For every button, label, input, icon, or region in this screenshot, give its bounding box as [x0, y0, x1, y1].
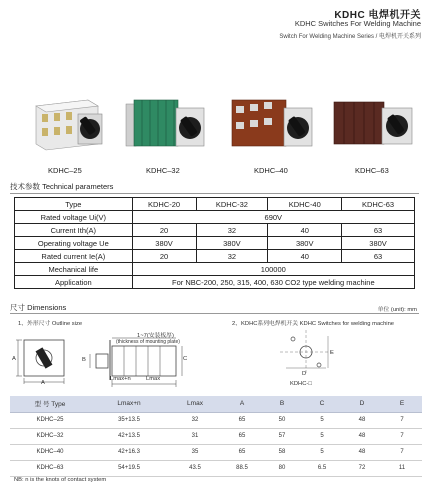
table-header-cell: Type [15, 198, 133, 211]
table-cell: 48 [342, 412, 382, 428]
table-header-cell: Lmax [168, 396, 222, 412]
row-label: Rated current Ie(A) [15, 250, 133, 263]
table-cell: 11 [382, 460, 422, 476]
table-cell: 48 [342, 444, 382, 460]
section-heading-tech: 技术参数 Technical parameters [10, 182, 114, 191]
page-series-title: Switch For Welding Machine Series / 电焊机开关系列 [279, 34, 421, 40]
figure-model-caption: KDHC-□ [290, 381, 312, 387]
table-header-cell: KDHC-32 [196, 198, 268, 211]
table-cell: 65 [222, 428, 262, 444]
table-cell: 7 [382, 428, 422, 444]
table-cell: 31 [168, 428, 222, 444]
table-cell: 20 [132, 250, 196, 263]
product-label: KDHC–40 [254, 166, 288, 175]
table-header-cell: Lmax+n [90, 396, 168, 412]
table-cell: KDHC–63 [10, 460, 90, 476]
table-header-cell: KDHC-63 [342, 198, 415, 211]
mounting-plate-label: 1~7(安装板厚) [137, 333, 174, 339]
figure-caption-kdhc: 2、KDHC系列电焊机开关 KDHC Switches for welding machine [232, 321, 395, 327]
product-image-kdhc-40 [228, 92, 314, 158]
table-cell: 40 [268, 250, 342, 263]
tech-parameters-table [14, 197, 415, 289]
table-row [15, 276, 415, 289]
table-row [10, 428, 422, 444]
table-row [10, 460, 422, 476]
table-row [15, 211, 415, 224]
table-cell: 380V [132, 237, 196, 250]
dimension-label-lmax: Lmax [146, 376, 161, 382]
table-cell: 80 [262, 460, 302, 476]
table-cell: 32 [168, 412, 222, 428]
table-cell: 7 [382, 444, 422, 460]
product-image-kdhc-25 [28, 92, 110, 158]
row-label: Mechanical life [15, 263, 133, 276]
table-cell: 65 [222, 412, 262, 428]
table-header-cell: KDHC-40 [268, 198, 342, 211]
table-cell: 54+19.5 [90, 460, 168, 476]
table-header-row [15, 198, 415, 211]
table-cell: 57 [262, 428, 302, 444]
product-image-kdhc-32 [120, 92, 206, 158]
table-header-cell: 型 号 Type [10, 396, 90, 412]
table-cell: 5 [302, 444, 342, 460]
row-label: Current Ith(A) [15, 224, 133, 237]
table-cell: 32 [196, 224, 268, 237]
product-label: KDHC–25 [48, 166, 82, 175]
table-row [10, 412, 422, 428]
footnote: NB: n is the knots of contact system [14, 477, 107, 483]
page-subtitle: KDHC Switches For Welding Machine [294, 19, 421, 28]
figure-caption-outline: 1、外形尺寸 Outline size [18, 321, 83, 327]
table-cell: KDHC–40 [10, 444, 90, 460]
dimension-label-b: B [82, 357, 86, 363]
dimension-label-d: D [302, 371, 307, 377]
table-cell: 40 [268, 224, 342, 237]
table-header-row [10, 396, 422, 412]
table-cell: 48 [342, 428, 382, 444]
page-title: KDHC 电焊机开关 [334, 10, 421, 21]
table-cell: 63 [342, 250, 415, 263]
table-row [15, 250, 415, 263]
table-cell: KDHC–25 [10, 412, 90, 428]
unit-label: 单位 (unit): mm [377, 307, 417, 313]
table-cell: 72 [342, 460, 382, 476]
table-cell: 50 [262, 412, 302, 428]
mounting-plate-label-en: (thickness of mounting plate) [116, 339, 180, 345]
table-cell: 6.5 [302, 460, 342, 476]
section-heading-dimensions: 尺寸 Dimensions [10, 303, 67, 312]
section-divider [10, 193, 419, 194]
row-label: Rated voltage Ui(V) [15, 211, 133, 224]
table-cell: 20 [132, 224, 196, 237]
table-row [15, 224, 415, 237]
product-label: KDHC–63 [355, 166, 389, 175]
dimension-table [10, 396, 422, 477]
table-cell: 7 [382, 412, 422, 428]
dimension-label-lmax-n: Lmax+n [110, 376, 131, 382]
table-cell: 100000 [132, 263, 414, 276]
table-cell: 42+13.5 [90, 428, 168, 444]
dimension-label-a: A [41, 380, 45, 386]
table-cell: 42+16.3 [90, 444, 168, 460]
table-cell: For NBC-200, 250, 315, 400, 630 CO2 type welding machine [132, 276, 414, 289]
table-cell: 35 [168, 444, 222, 460]
table-header-cell: D [342, 396, 382, 412]
table-row [15, 237, 415, 250]
table-cell: 690V [132, 211, 414, 224]
table-header-cell: B [262, 396, 302, 412]
table-cell: 43.5 [168, 460, 222, 476]
product-label: KDHC–32 [146, 166, 180, 175]
dimension-label-c: C [183, 356, 188, 362]
table-cell: 380V [342, 237, 415, 250]
table-cell: 5 [302, 412, 342, 428]
section-divider [10, 313, 419, 314]
row-label: Operating voltage Ue [15, 237, 133, 250]
table-header-cell: A [222, 396, 262, 412]
table-cell: 65 [222, 444, 262, 460]
table-cell: 5 [302, 428, 342, 444]
row-label: Application [15, 276, 133, 289]
table-cell: 88.5 [222, 460, 262, 476]
table-cell: 63 [342, 224, 415, 237]
product-image-kdhc-63 [330, 92, 416, 158]
table-cell: 35+13.5 [90, 412, 168, 428]
table-cell: 58 [262, 444, 302, 460]
table-row [15, 263, 415, 276]
table-header-cell: E [382, 396, 422, 412]
dimension-label-e: E [330, 350, 334, 356]
table-cell: 32 [196, 250, 268, 263]
table-header-cell: KDHC-20 [132, 198, 196, 211]
table-row [10, 444, 422, 460]
dimension-label-a-side: A [12, 356, 16, 362]
table-header-cell: C [302, 396, 342, 412]
table-cell: KDHC–32 [10, 428, 90, 444]
table-cell: 380V [268, 237, 342, 250]
table-cell: 380V [196, 237, 268, 250]
outline-front-view-drawing [14, 334, 78, 390]
